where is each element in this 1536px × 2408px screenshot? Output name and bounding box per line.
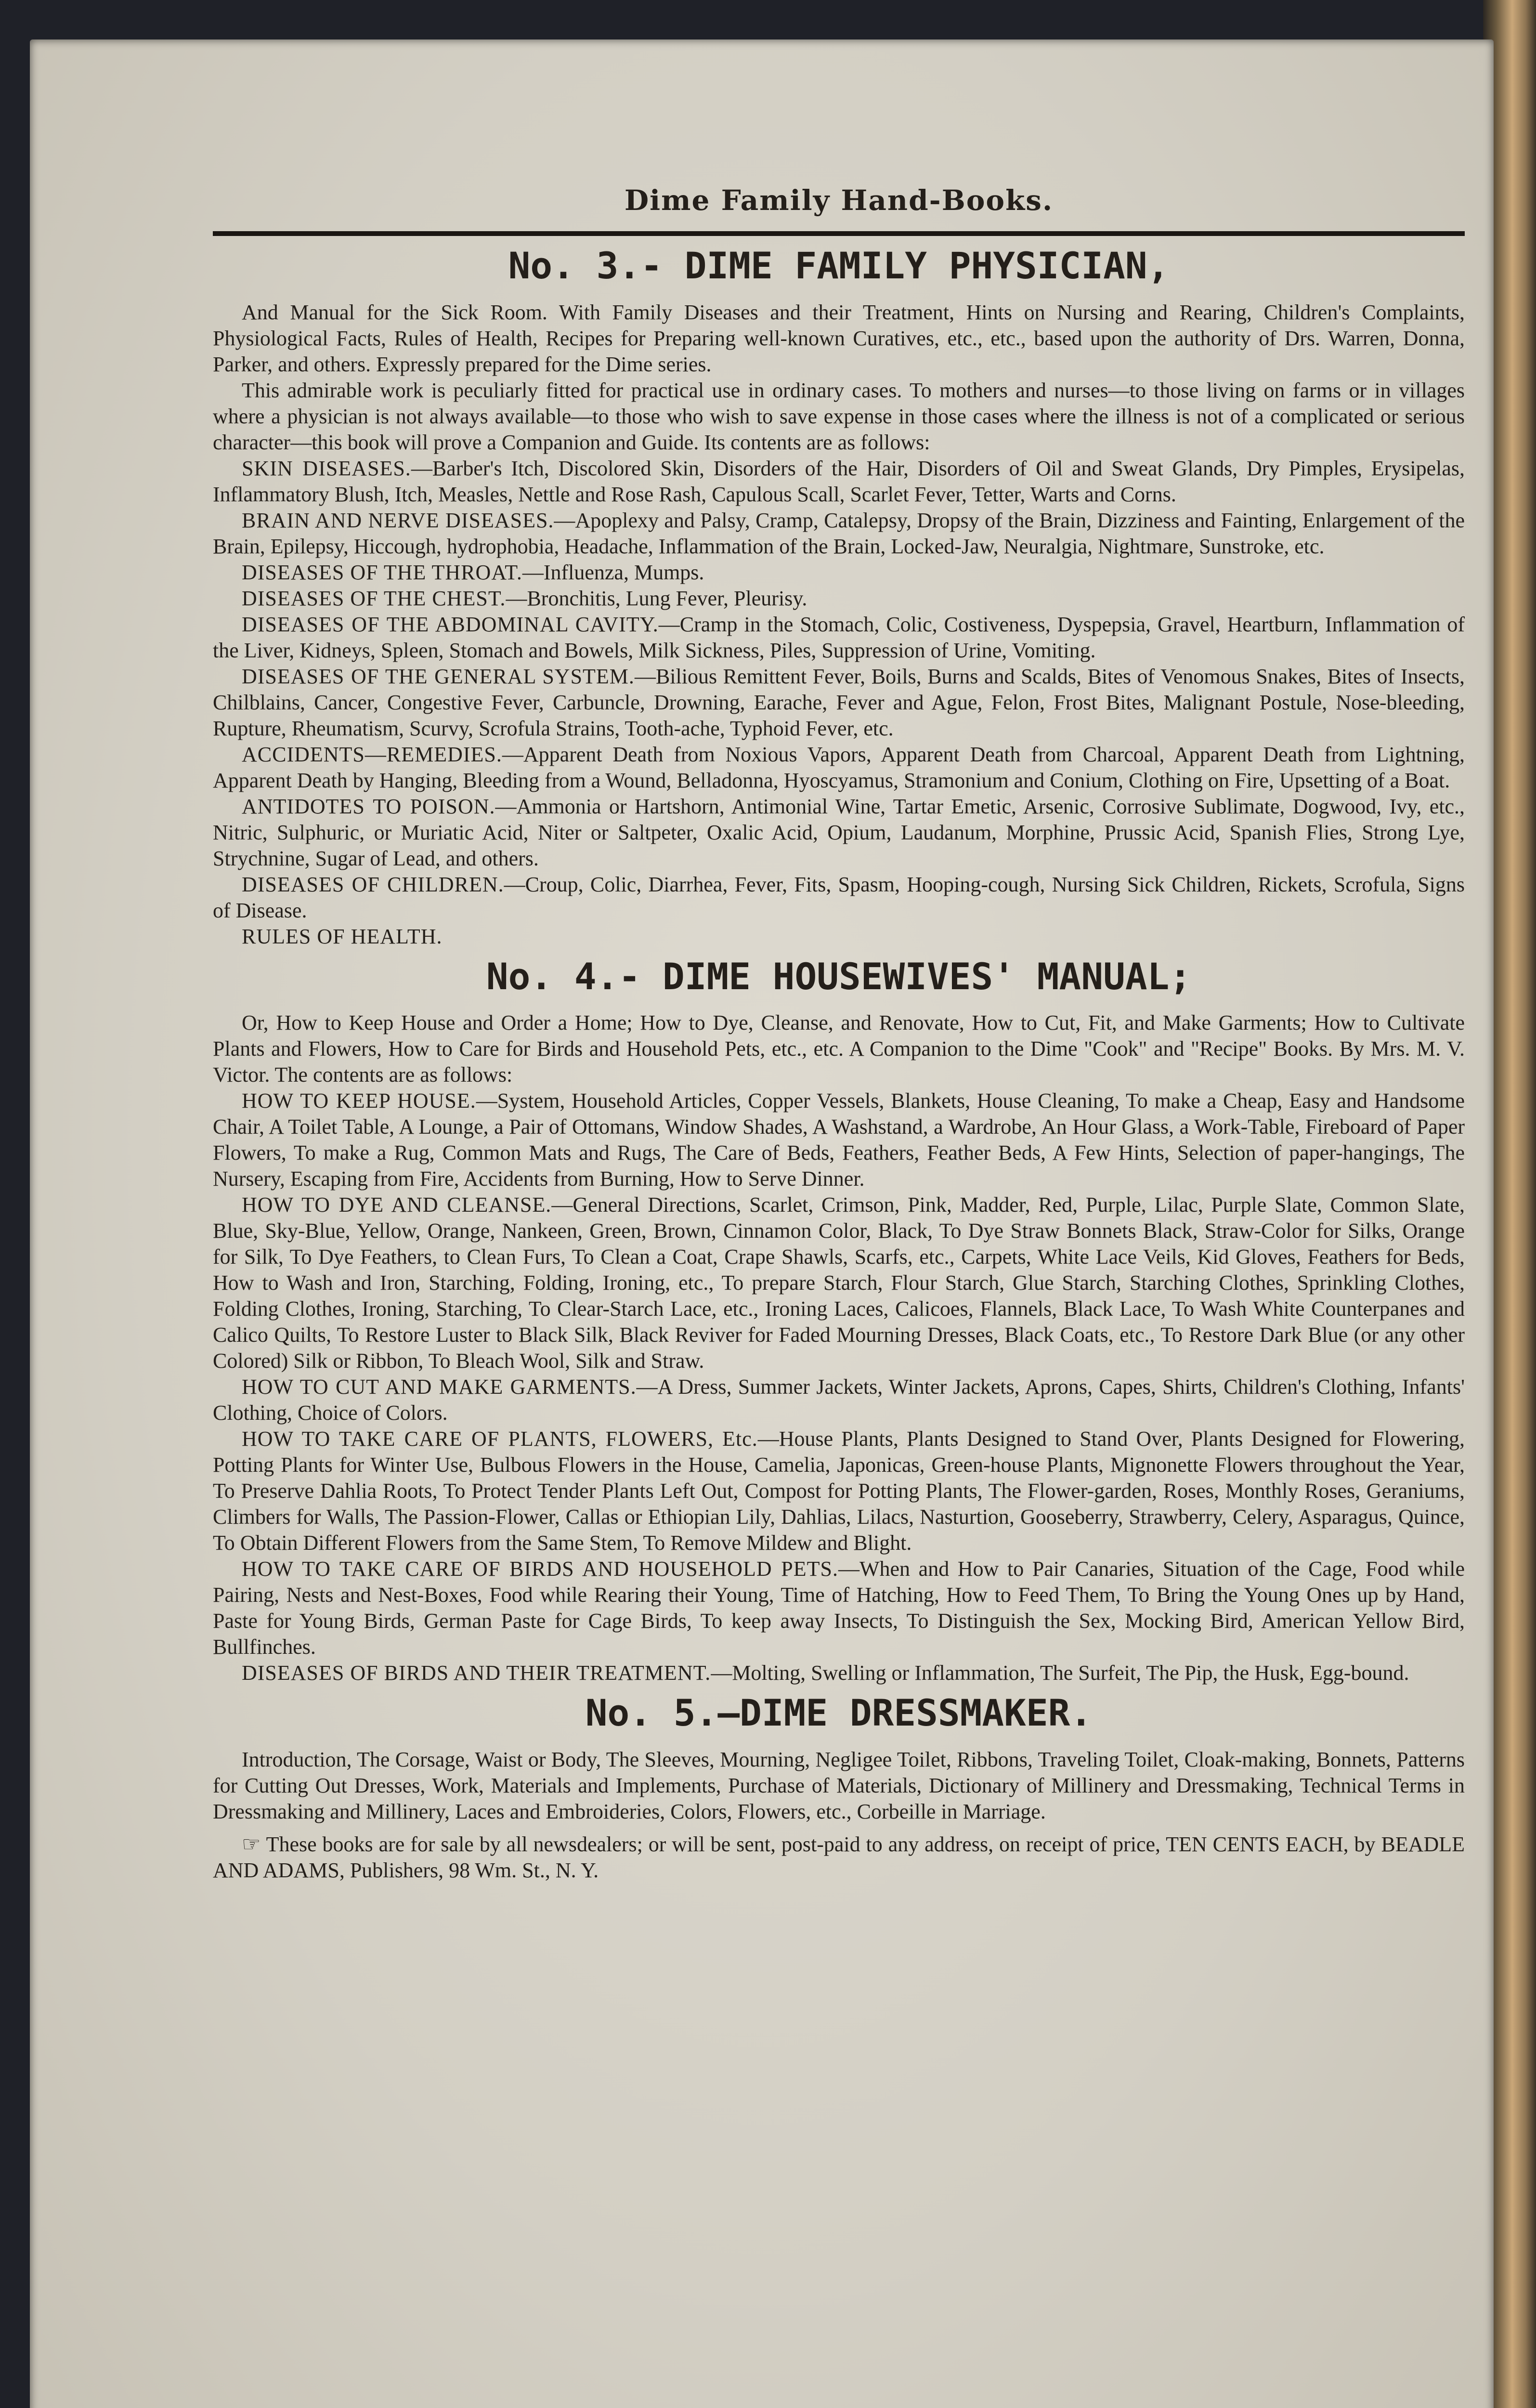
book-title: No. 3.- DIME FAMILY PHYSICIAN, xyxy=(508,244,1170,287)
listing-paragraph xyxy=(213,872,1465,924)
listing-paragraph xyxy=(213,664,1465,742)
topic-heading: ANTIDOTES TO POISON. xyxy=(242,794,495,818)
topic-text: This admirable work is peculiarly fitted for practical use in ordinary cases. To mothers and nurses—to those living on farms or in villages where a physician is not always available—to those who wish to save expense in those cases where the illness is not of a complicated or serious character—this book will prove a Companion and Guide. Its contents are as follows: xyxy=(213,378,1465,454)
topic-text: —Bronchitis, Lung Fever, Pleurisy. xyxy=(506,586,807,610)
sale-notice: ☞ These books are for sale by all newsdealers; or will be sent, post-paid to any address, on receipt of price, TEN CENTS EACH, by BEADLE AND ADAMS, Publishers, 98 Wm. St., N. Y. xyxy=(213,1832,1465,1882)
listing-paragraph xyxy=(213,1747,1465,1825)
listing-paragraph xyxy=(213,456,1465,508)
topic-text: —Barber's Itch, Discolored Skin, Disorders of the Hair, Disorders of Oil and Sweat Glands, Dry Pimples, Erysipelas, Inflammatory Blush, Itch, Measles, Nettle and Rose Rash, Capulous Scall, Scarlet Fever, Tetter, Warts and Corns. xyxy=(213,456,1465,506)
topic-heading: BRAIN AND NERVE DISEASES. xyxy=(242,508,554,532)
topic-heading: DISEASES OF THE GENERAL SYSTEM. xyxy=(242,664,635,688)
listing-paragraph xyxy=(213,300,1465,378)
catalog-page xyxy=(30,39,1494,2408)
topic-text: —Influenza, Mumps. xyxy=(522,560,704,584)
page-content xyxy=(213,184,1465,1884)
topic-text: —Croup, Colic, Diarrhea, Fever, Fits, Spasm, Hooping-cough, Nursing Sick Children, Rickets, Scrofula, Signs of Disease. xyxy=(213,872,1465,922)
topic-text: —A Dress, Summer Jackets, Winter Jackets, Aprons, Capes, Shirts, Children's Clothing, Infants' Clothing, Choice of Colors. xyxy=(213,1375,1465,1425)
topic-text: —Cramp in the Stomach, Colic, Costiveness, Dyspepsia, Gravel, Heartburn, Inflammation of the Liver, Kidneys, Spleen, Stomach and Bowels, Milk Sickness, Piles, Suppression of Urine, Vomiting. xyxy=(213,612,1465,662)
topic-heading: HOW TO KEEP HOUSE. xyxy=(242,1089,476,1113)
topic-heading: HOW TO TAKE CARE OF PLANTS, FLOWERS, Etc. xyxy=(242,1427,758,1451)
topic-heading: SKIN DISEASES. xyxy=(242,456,411,480)
topic-heading: DISEASES OF THE ABDOMINAL CAVITY. xyxy=(242,612,659,636)
listing-paragraph xyxy=(213,612,1465,664)
topic-text: —General Directions, Scarlet, Crimson, Pink, Madder, Red, Purple, Lilac, Purple Slate, Common Slate, Blue, Sky-Blue, Yellow, Orange, Nankeen, Green, Brown, Cinnamon Color, Black, To Dye Straw Bonnets Black, Straw-Color for Silks, Orange for Silk, To Dye Feathers, to Clean Furs, To Clean a Coat, Crape Shawls, Scarfs, etc., Carpets, White Lace Veils, Kid Gloves, Feathers for Beds, How to Wash and Iron, Starching, Folding, Ironing, etc., To prepare Starch, Flour Starch, Glue Starch, Starching Clothes, Sprinkling Clothes, Folding Clothes, Ironing, Starching, To Clear-Starch Lace, etc., Ironing Laces, Calicoes, Flannels, Black Lace, To Wash White Counterpanes and Calico Quilts, To Restore Luster to Black Silk, Black Reviver for Faded Mourning Dresses, Black Coats, etc., To Restore Dark Blue (or any other Colored) Silk or Ribbon, To Bleach Wool, Silk and Straw. xyxy=(213,1193,1465,1373)
book-title: No. 4.- DIME HOUSEWIVES' MANUAL; xyxy=(486,955,1192,998)
topic-heading: DISEASES OF THE CHEST. xyxy=(242,586,506,610)
listing-paragraph xyxy=(213,378,1465,456)
listing-paragraph xyxy=(213,1088,1465,1192)
listing-paragraph xyxy=(213,560,1465,586)
topic-text: —System, Household Articles, Copper Vessels, Blankets, House Cleaning, To make a Cheap, Easy and Handsome Chair, A Toilet Table, A Lounge, a Pair of Ottomans, Window Shades, A Washstand, a Wardrobe, An Hour Glass, a Work-Table, Fireboard of Paper Flowers, To make a Rug, Common Mats and Rugs, The Care of Beds, Feathers, Feather Beds, A Few Hints, Selection of paper-hangings, The Nursery, Escaping from Fire, Accidents from Burning, How to Serve Dinner. xyxy=(213,1089,1465,1191)
header-rule xyxy=(213,231,1465,236)
topic-heading: HOW TO CUT AND MAKE GARMENTS. xyxy=(242,1375,637,1399)
topic-heading: DISEASES OF BIRDS AND THEIR TREATMENT. xyxy=(242,1661,711,1685)
topic-text: And Manual for the Sick Room. With Family Diseases and their Treatment, Hints on Nursing and Rearing, Children's Complaints, Physiological Facts, Rules of Health, Recipes for Preparing well-known Curatives, etc., etc., based upon the authority of Drs. Warren, Donna, Parker, and others. Expressly prepared for the Dime series. xyxy=(213,300,1465,376)
listing-paragraph xyxy=(213,1010,1465,1088)
listing-paragraph xyxy=(213,794,1465,872)
listing-paragraph xyxy=(213,742,1465,794)
topic-text: —Ammonia or Hartshorn, Antimonial Wine, Tartar Emetic, Arsenic, Corrosive Sublimate, Dogwood, Ivy, etc., Nitric, Sulphuric, or Muriatic Acid, Niter or Saltpeter, Oxalic Acid, Opium, Laudanum, Morphine, Prussic Acid, Spanish Flies, Strong Lye, Strychnine, Sugar of Lead, and others. xyxy=(213,794,1465,870)
listing-paragraph xyxy=(213,508,1465,560)
listing-paragraph xyxy=(213,1192,1465,1374)
topic-text: Introduction, The Corsage, Waist or Body, The Sleeves, Mourning, Negligee Toilet, Ribbons, Traveling Toilet, Cloak-making, Bonnets, Patterns for Cutting Out Dresses, Work, Materials and Implements, Purchase of Materials, Dictionary of Millinery and Dressmaking, Technical Terms in Dressmaking and Millinery, Laces and Embroideries, Colors, Flowers, etc., Corbeille in Marriage. xyxy=(213,1747,1465,1823)
topic-text: —Apoplexy and Palsy, Cramp, Catalepsy, Dropsy of the Brain, Dizziness and Fainting, Enlargement of the Brain, Epilepsy, Hiccough, hydrophobia, Headache, Inflammation of the Brain, Locked-Jaw, Neuralgia, Nightmare, Sunstroke, etc. xyxy=(213,508,1465,558)
running-head: Dime Family Hand-Books. xyxy=(624,184,1054,217)
listing-paragraph xyxy=(213,1374,1465,1426)
listing-paragraph xyxy=(213,586,1465,612)
topic-text: —When and How to Pair Canaries, Situation of the Cage, Food while Pairing, Nests and Nest-Boxes, Food while Rearing their Young, Time of Hatching, How to Feed Them, To Bring the Young Ones up by Hand, Paste for Young Birds, German Paste for Cage Birds, To keep away Insects, To Distinguish the Sex, Mocking Bird, American Yellow Bird, Bullfinches. xyxy=(213,1557,1465,1659)
topic-heading: ACCIDENTS—REMEDIES. xyxy=(242,742,502,766)
topic-text: —Apparent Death from Noxious Vapors, Apparent Death from Charcoal, Apparent Death from Lightning, Apparent Death by Hanging, Bleeding from a Wound, Belladonna, Hyoscyamus, Stramonium and Conium, Clothing on Fire, Upsetting of a Boat. xyxy=(213,742,1465,792)
topic-heading: DISEASES OF THE THROAT. xyxy=(242,560,522,584)
topic-text: —Bilious Remittent Fever, Boils, Burns and Scalds, Bites of Venomous Snakes, Bites of Insects, Chilblains, Cancer, Congestive Fever, Carbuncle, Drowning, Earache, Fever and Ague, Felon, Frost Bites, Malignant Postule, Nose-bleeding, Rupture, Rheumatism, Scurvy, Scrofula Strains, Tooth-ache, Typhoid Fever, etc. xyxy=(213,664,1465,740)
topic-heading: RULES OF HEALTH. xyxy=(242,924,443,948)
listing-paragraph xyxy=(213,924,1465,950)
topic-heading: HOW TO TAKE CARE OF BIRDS AND HOUSEHOLD PETS. xyxy=(242,1557,838,1581)
topic-text: —House Plants, Plants Designed to Stand Over, Plants Designed for Flowering, Potting Plants for Winter Use, Bulbous Flowers in the House, Camelia, Japonicas, Green-house Plants, Mignonette Flowers throughout the Year, To Preserve Dahlia Roots, To Protect Tender Plants Left Out, Compost for Potting Plants, The Flower-garden, Roses, Monthly Roses, Geraniums, Climbers for Walls, The Passion-Flower, Callas or Ethiopian Lily, Dahlias, Lilacs, Nasturtion, Gooseberry, Strawberry, Celery, Asparagus, Quince, To Obtain Different Flowers from the Same Stem, To Remove Mildew and Blight. xyxy=(213,1427,1465,1555)
topic-heading: HOW TO DYE AND CLEANSE. xyxy=(242,1193,552,1217)
book-listings xyxy=(213,246,1465,1825)
book-title: No. 5.—DIME DRESSMAKER. xyxy=(585,1691,1093,1735)
topic-text: —Molting, Swelling or Inflammation, The Surfeit, The Pip, the Husk, Egg-bound. xyxy=(711,1661,1409,1685)
listing-paragraph xyxy=(213,1426,1465,1556)
listing-paragraph xyxy=(213,1556,1465,1660)
topic-heading: DISEASES OF CHILDREN. xyxy=(242,872,504,896)
listing-paragraph xyxy=(213,1660,1465,1686)
topic-text: Or, How to Keep House and Order a Home; How to Dye, Cleanse, and Renovate, How to Cut, Fit, and Make Garments; How to Cultivate Plants and Flowers, How to Care for Birds and Household Pets, etc., etc. A Companion to the Dime "Cook" and "Recipe" Books. By Mrs. M. V. Victor. The contents are as follows: xyxy=(213,1011,1465,1087)
